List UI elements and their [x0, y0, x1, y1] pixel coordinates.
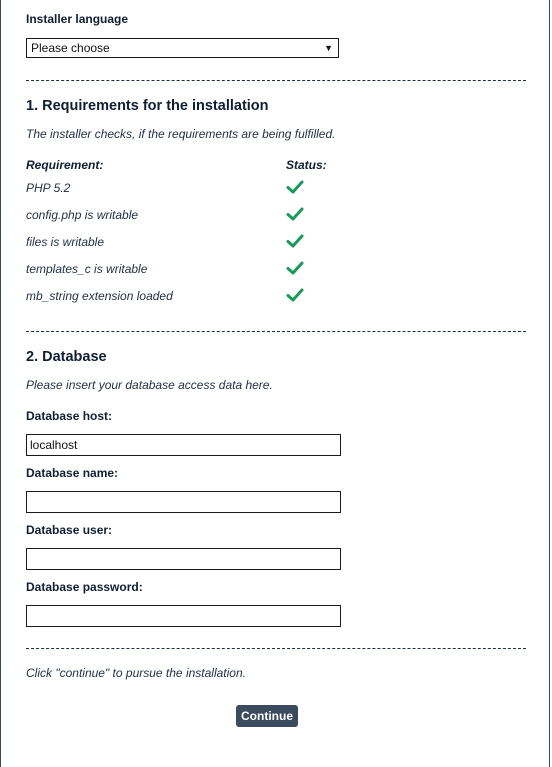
- database-user-label: Database user:: [26, 523, 113, 537]
- requirement-name: templates_c is writable: [26, 262, 148, 276]
- database-name-input[interactable]: [26, 491, 341, 513]
- checkmark-icon: [286, 233, 304, 249]
- installer-language-selected: Please choose: [31, 41, 110, 55]
- requirements-description: The installer checks, if the requirements are being fulfilled.: [26, 127, 336, 141]
- requirement-name: mb_string extension loaded: [26, 289, 173, 303]
- checkmark-icon: [286, 206, 304, 222]
- checkmark-icon: [286, 287, 304, 303]
- database-host-input[interactable]: [26, 434, 341, 456]
- database-description: Please insert your database access data here.: [26, 378, 273, 392]
- requirement-name: files is writable: [26, 235, 105, 249]
- database-heading: 2. Database: [26, 349, 107, 365]
- requirement-row: [26, 289, 346, 309]
- divider: [26, 648, 526, 649]
- status-column-header: Status:: [286, 158, 327, 172]
- database-user-input[interactable]: [26, 548, 341, 570]
- requirement-row: [26, 208, 346, 228]
- continue-note: Click "continue" to pursue the installation.: [26, 666, 246, 680]
- requirement-row: [26, 235, 346, 255]
- requirement-row: [26, 262, 346, 282]
- requirement-column-header: Requirement:: [26, 158, 104, 172]
- requirement-name: PHP 5.2: [26, 181, 71, 195]
- checkmark-icon: [286, 260, 304, 276]
- installer-language-label: Installer language: [26, 12, 129, 26]
- divider: [26, 331, 526, 332]
- checkmark-icon: [286, 179, 304, 195]
- installer-language-select[interactable]: [26, 38, 339, 58]
- divider: [26, 80, 526, 81]
- requirement-name: config.php is writable: [26, 208, 139, 222]
- requirement-row: [26, 181, 346, 201]
- continue-button[interactable]: Continue: [236, 705, 298, 727]
- requirements-heading: 1. Requirements for the installation: [26, 98, 269, 114]
- database-host-label: Database host:: [26, 409, 113, 423]
- dropdown-arrow-icon: ▼: [324, 43, 333, 53]
- database-password-input[interactable]: [26, 605, 341, 627]
- database-password-label: Database password:: [26, 580, 143, 594]
- database-name-label: Database name:: [26, 466, 119, 480]
